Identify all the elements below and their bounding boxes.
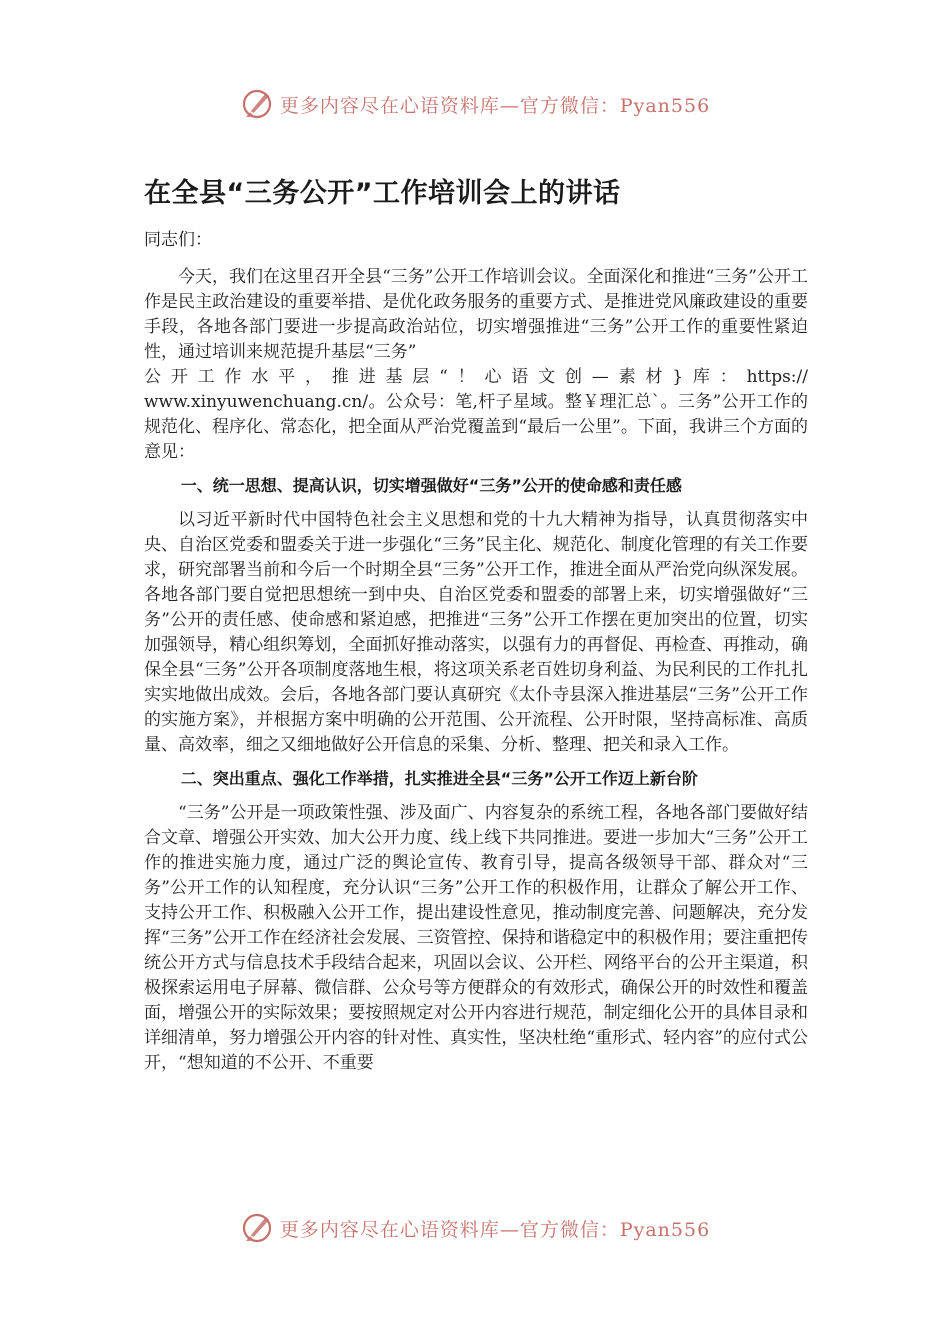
header-watermark-text: 更多内容尽在心语资料库—官方微信：Pyan556 xyxy=(279,94,711,117)
section-1-body: 以习近平新时代中国特色社会主义思想和党的十九大精神为指导，认真贯彻落实中央、自治区党委和盟委关于进一步强化“三务”民主化、规范化、制度化管理的有关工作要求，研究部署当前和今后一个时期全县“三务”公开工作，推进全面从严治党向纵深发展。各地各部门要自觉把思想统一到中央、自治区党委和盟委的部署上来，切实增强做好“三务”公开的责任感、使命感和紧迫感，把推进“三务”公开工作摆在更加突出的位置，切实加强领导，精心组织筹划，全面抓好推动落实，以强有力的再督促、再检查、再推动，确保全县“三务”公开各项制度落地生根，将这项关系老百姓切身利益、为民利民的工作扎扎实实地做出成效。会后，各地各部门要认真研究《太仆寺县深入推进基层“三务”公开工作的实施方案》，并根据方案中明确的公开范围、公开流程、公开时限，坚持高标准、高质量、高效率，细之又细地做好公开信息的采集、分析、整理、把关和录入工作。 xyxy=(144,510,808,755)
footer-watermark-banner xyxy=(0,1208,950,1248)
greeting: 同志们： xyxy=(144,230,212,250)
intro-line-c: www.xinyuwenchuang.cn/。公众号：笔,杆子星域。整￥理汇总`。三务”公开工作的规范化、程序化、常态化，把全面从严治党覆盖到“最后一公里”。下面，我讲三个方面的意见： xyxy=(144,392,808,462)
footer-watermark-text: 更多内容尽在心语资料库—官方微信：Pyan556 xyxy=(279,1218,711,1241)
quill-pen-circle-icon xyxy=(240,87,274,121)
quill-pen-circle-icon xyxy=(240,1211,274,1245)
intro-line-a: 今天，我们在这里召开全县“三务”公开工作培训会议。全面深化和推进“三务”公开工作是民主政治建设的重要举措、是优化政务服务的重要方式、是推进党风廉政建设的重要手段，各地各部门要进一步提高政治站位，切实增强推进“三务”公开工作的重要性紧迫性，通过培训来规范提升基层“三务” xyxy=(144,267,808,362)
intro-line-b: 公开工作水平，推进基层“！心语文创—素材}库：https:// xyxy=(144,367,808,387)
document-title: 在全县“三务公开”工作培训会上的讲话 xyxy=(144,178,621,209)
section-1-heading: 一、统一思想、提高认识，切实增强做好“三务”公开的使命感和责任感 xyxy=(180,476,682,495)
header-watermark-banner xyxy=(0,84,950,124)
section-2-body: “三务”公开是一项政策性强、涉及面广、内容复杂的系统工程，各地各部门要做好结合文章、增强公开实效、加大公开力度、线上线下共同推进。要进一步加大“三务”公开工作的推进实施力度，通过广泛的舆论宣传、教育引导，提高各级领导干部、群众对“三务”公开工作的认知程度，充分认识“三务”公开工作的积极作用，让群众了解公开工作、支持公开工作、积极融入公开工作，提出建设性意见，推动制度完善、问题解决，充分发挥“三务”公开工作在经济社会发展、三资管控、保持和谐稳定中的积极作用；要注重把传统公开方式与信息技术手段结合起来，巩固以会议、公开栏、网络平台的公开主渠道，积极探索运用电子屏幕、微信群、公众号等方便群众的有效形式，确保公开的时效性和覆盖面，增强公开的实际效果；要按照规定对公开内容进行规范，制定细化公开的具体目录和详细清单，努力增强公开内容的针对性、真实性，坚决杜绝“重形式、轻内容”的应付式公开，“想知道的不公开、不重要 xyxy=(144,803,808,1073)
intro-paragraph xyxy=(144,265,808,465)
document-body xyxy=(144,172,808,1084)
section-2-heading: 二、突出重点、强化工作举措，扎实推进全县“三务”公开工作迈上新台阶 xyxy=(180,769,698,788)
